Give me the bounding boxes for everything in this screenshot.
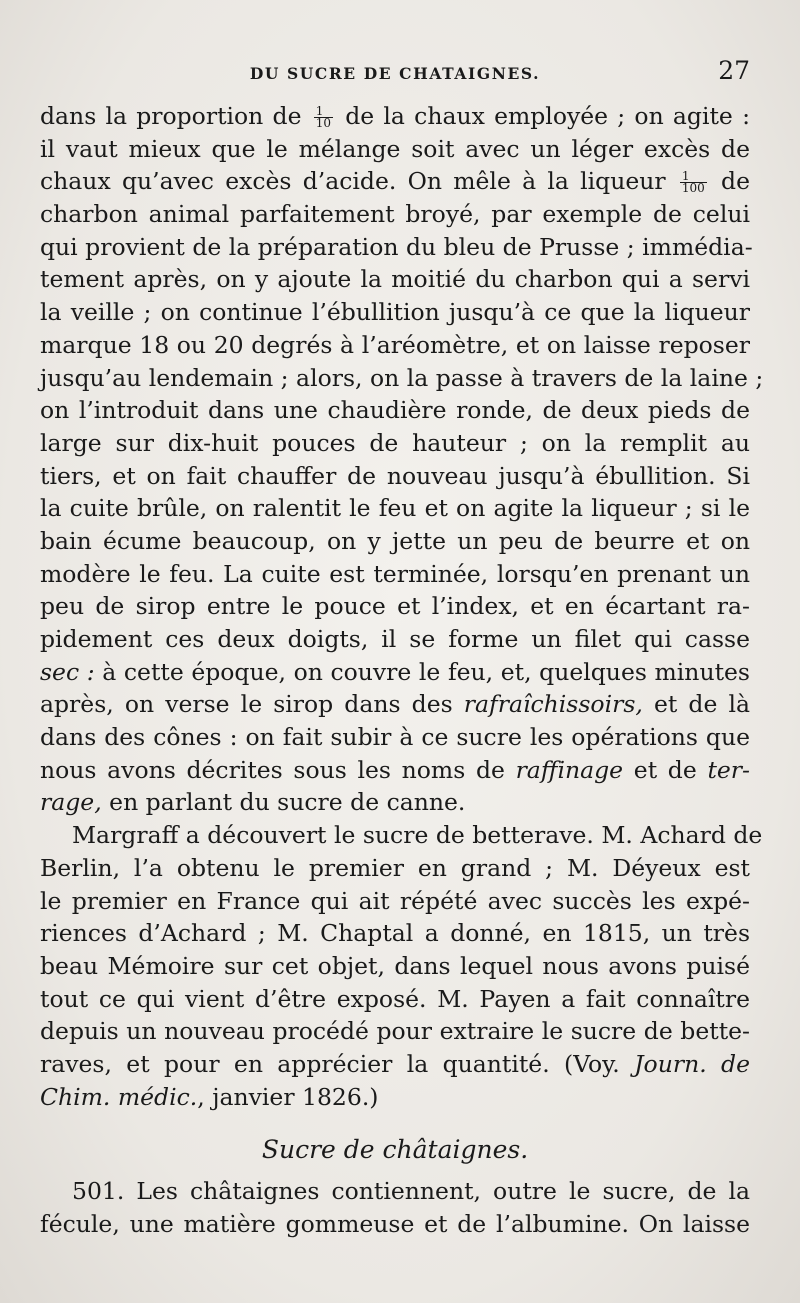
fraction-one-tenth: $\frac{1}{10}$ bbox=[315, 104, 331, 130]
text-line: modère le feu. La cuite est terminée, lorsqu’en prenant un bbox=[40, 559, 750, 588]
text-line: Berlin, l’a obtenu le premier en grand ; M. Déyeux est bbox=[40, 853, 750, 882]
text-line: riences d’Achard ; M. Chaptal a donné, en 1815, un très bbox=[40, 919, 750, 948]
text-line: beau Mémoire sur cet objet, dans lequel nous avons puisé bbox=[40, 951, 750, 980]
text-line: Chim. médic., janvier 1826.) bbox=[40, 1082, 379, 1111]
running-title: DU SUCRE DE CHATAIGNES. bbox=[249, 64, 541, 83]
fraction-one-hundredth: $\frac{1}{100}$ bbox=[681, 169, 705, 196]
text-line: tiers, et on fait chauffer de nouveau jusqu’à ébullition. Si bbox=[40, 461, 750, 490]
text-line: la cuite brûle, on ralentit le feu et on agite la liqueur ; si le bbox=[40, 494, 750, 523]
text-line: la veille ; on continue l’ébullition jusqu’à ce que la liqueur bbox=[40, 298, 750, 327]
section-title: Sucre de châtaignes. bbox=[261, 1135, 529, 1165]
text-line: large sur dix-huit pouces de hauteur ; on la remplit au bbox=[40, 428, 750, 457]
text-line: fécule, une matière gommeuse et de l’albumine. On laisse bbox=[40, 1210, 750, 1238]
text-line: on l’introduit dans une chaudière ronde, de deux pieds de bbox=[40, 396, 750, 425]
text-line: dans la proportion de $\frac{1}{10}$ de la chaux employée ; on agite : bbox=[40, 102, 750, 130]
text-line: bain écume beaucoup, on y jette un peu de beurre et on bbox=[40, 526, 750, 555]
text-line: après, on verse le sirop dans des rafraîchissoirs, et de là bbox=[40, 690, 750, 719]
text-line: charbon animal parfaitement broyé, par exemple de celui bbox=[40, 200, 750, 229]
page-header bbox=[40, 56, 750, 92]
text-line: il vaut mieux que le mélange soit avec un léger excès de bbox=[40, 134, 750, 163]
text-line: dans des cônes : on fait subir à ce sucre les opérations que bbox=[40, 723, 750, 752]
body-text bbox=[40, 100, 764, 1241]
text-line: qui provient de la préparation du bleu de Prusse ; immédia- bbox=[40, 232, 753, 261]
text-line: tout ce qui vient d’être exposé. M. Payen a fait connaître bbox=[40, 984, 750, 1013]
text-line: raves, et pour en apprécier la quantité. (Voy. Journ. de bbox=[40, 1049, 750, 1078]
text-line: pidement ces deux doigts, il se forme un filet qui casse bbox=[40, 625, 750, 653]
text-line: marque 18 ou 20 degrés à l’aréomètre, et on laisse reposer bbox=[40, 330, 750, 359]
text-line: le premier en France qui ait répété avec succès les expé- bbox=[40, 886, 750, 915]
text-line: chaux qu’avec excès d’acide. On mêle à la liqueur $\frac{1}{100}$ de bbox=[40, 167, 750, 196]
text-line: rage, en parlant du sucre de canne. bbox=[40, 788, 466, 817]
text-line: 501. Les châtaignes contiennent, outre le sucre, de la bbox=[72, 1177, 750, 1206]
text-line: tement après, on y ajoute la moitié du charbon qui a servi bbox=[40, 265, 750, 294]
text-line: jusqu’au lendemain ; alors, on la passe à travers de la laine ; bbox=[40, 363, 764, 392]
page-number: 27 bbox=[718, 56, 750, 85]
text-line: nous avons décrites sous les noms de raffinage et de ter- bbox=[40, 755, 750, 784]
text-line: Margraff a découvert le sucre de betterave. M. Achard de bbox=[72, 821, 763, 850]
text-line: peu de sirop entre le pouce et l’index, et en écartant ra- bbox=[40, 592, 750, 621]
text-line: depuis un nouveau procédé pour extraire le sucre de bette- bbox=[40, 1017, 750, 1046]
text-line: sec : à cette époque, on couvre le feu, et, quelques minutes bbox=[40, 657, 750, 686]
